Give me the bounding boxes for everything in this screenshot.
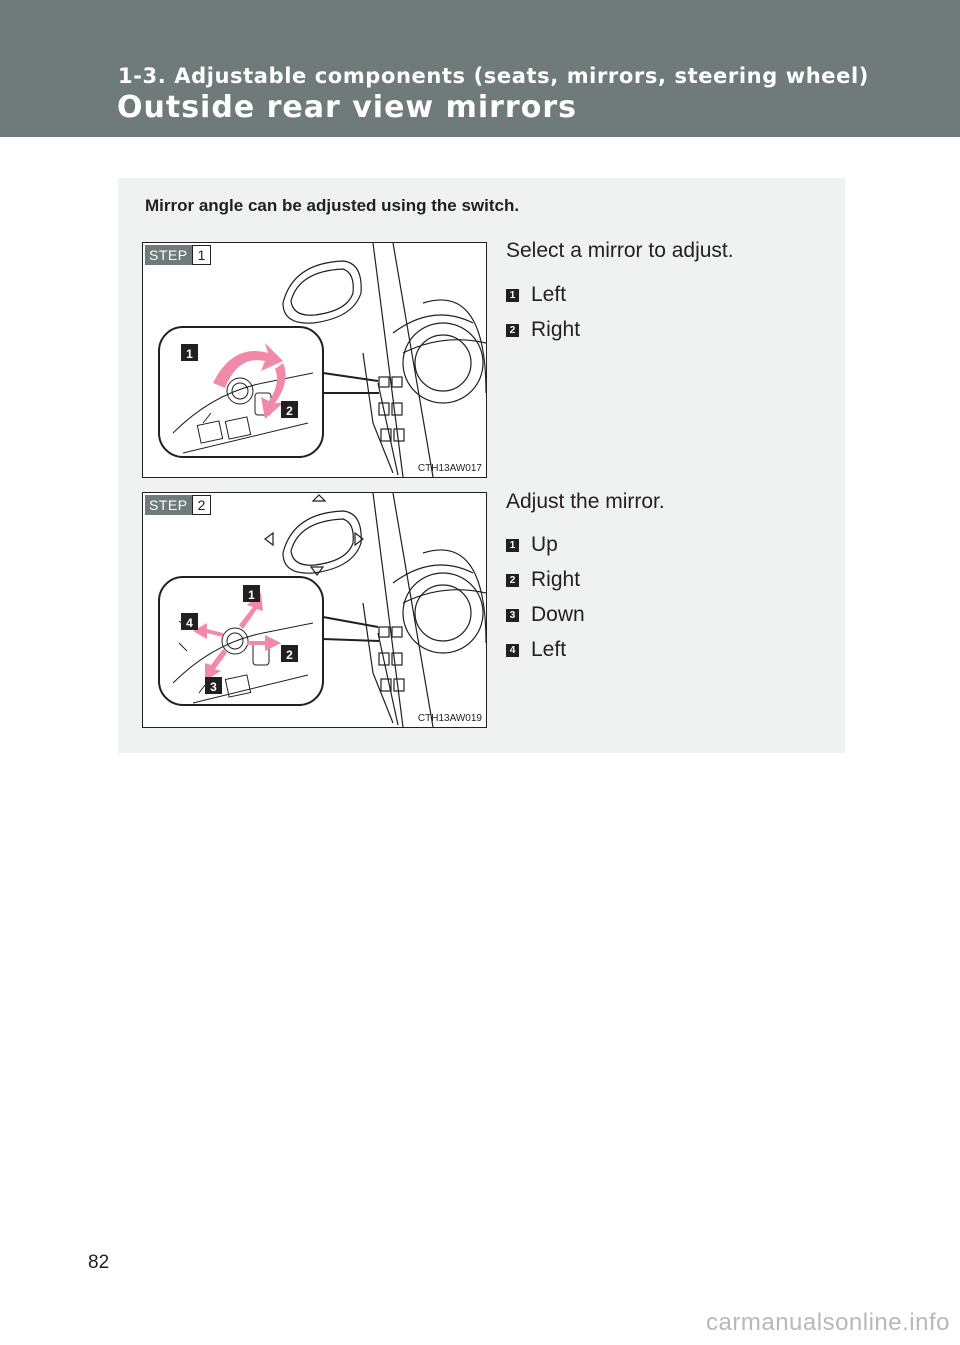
step1-description: Select a mirror to adjust. (506, 239, 734, 262)
step-number: 2 (192, 495, 212, 515)
number-badge: 4 (506, 644, 519, 657)
mirror-select-drawing (143, 243, 486, 477)
item-label: Left (531, 638, 567, 661)
step1-illustration (142, 242, 487, 478)
section-heading: 1-3. Adjustable components (seats, mirrors, steering wheel) (118, 64, 869, 88)
mirror-adjust-drawing (143, 493, 486, 727)
figure-code: CTH13AW017 (417, 463, 482, 474)
list-item (506, 533, 558, 557)
item-label: Right (531, 568, 581, 591)
step-label: STEP (145, 495, 192, 515)
number-badge: 2 (506, 574, 519, 587)
intro-text: Mirror angle can be adjusted using the switch. (145, 196, 520, 215)
svg-text:3: 3 (210, 680, 217, 694)
list-item (506, 603, 585, 627)
list-item (506, 568, 580, 592)
number-badge: 3 (506, 609, 519, 622)
page-number: 82 (88, 1252, 110, 1273)
step-label: STEP (145, 245, 192, 265)
step2-illustration (142, 492, 487, 728)
item-label: Left (531, 283, 567, 306)
step-indicator (145, 245, 211, 265)
page-title: Outside rear view mirrors (117, 90, 577, 125)
item-label: Up (531, 533, 558, 556)
list-item (506, 318, 580, 342)
step2-description: Adjust the mirror. (506, 490, 665, 513)
footer-watermark[interactable]: carmanualsonline.info (706, 1309, 950, 1336)
svg-text:2: 2 (286, 404, 293, 418)
item-label: Down (531, 603, 585, 626)
svg-text:1: 1 (186, 347, 193, 361)
number-badge: 1 (506, 539, 519, 552)
number-badge: 2 (506, 324, 519, 337)
svg-text:2: 2 (286, 648, 293, 662)
number-badge: 1 (506, 289, 519, 302)
list-item (506, 638, 566, 662)
svg-text:4: 4 (186, 616, 193, 630)
step-indicator (145, 495, 211, 515)
page-header (0, 0, 960, 137)
svg-text:1: 1 (248, 588, 255, 602)
item-label: Right (531, 318, 581, 341)
step-number: 1 (192, 245, 212, 265)
list-item (506, 283, 566, 307)
figure-code: CTH13AW019 (417, 713, 482, 724)
